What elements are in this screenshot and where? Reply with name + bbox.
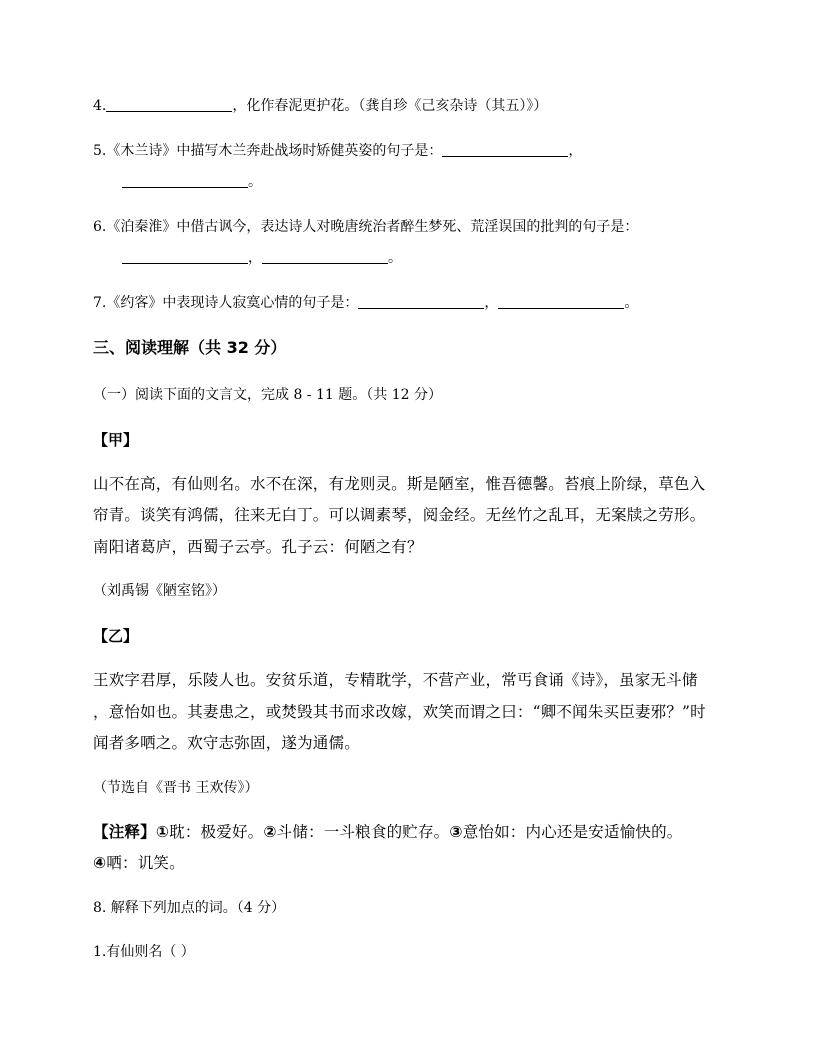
question-4 bbox=[93, 96, 547, 116]
answer-blank[interactable] bbox=[122, 248, 248, 264]
answer-blank[interactable] bbox=[106, 96, 232, 112]
question-5 bbox=[93, 141, 582, 161]
answer-blank[interactable] bbox=[122, 172, 248, 188]
passage-jia-label: 【甲】 bbox=[93, 431, 139, 449]
passage-jia-line: 山不在高，有仙则名。水不在深，有龙则灵。斯是陋室，惟吾德馨。苔痕上阶绿，草色入 bbox=[93, 475, 706, 493]
passage-jia-line: 帘青。谈笑有鸿儒，往来无白丁。可以调素琴，阅金经。无丝竹之乱耳，无案牍之劳形。 bbox=[93, 506, 706, 524]
question-6 bbox=[93, 217, 638, 237]
note-text: 哂：讥笑。 bbox=[106, 854, 185, 872]
passage-yi-line: 王欢字君厚，乐陵人也。安贫乐道，专精耽学，不营产业，常丐食诵《诗》，虽家无斗储 bbox=[93, 671, 698, 689]
question-4-number: 4. bbox=[93, 98, 107, 114]
notes-label: 【注释】 bbox=[93, 823, 156, 841]
passage-jia-line: 南阳诸葛庐，西蜀子云亭。孔子云：何陋之有？ bbox=[93, 538, 423, 556]
question-7-text: 7.《约客》中表现诗人寂寞心情的句子是： bbox=[93, 295, 359, 311]
note-text: 意怡如：内心还是安适愉快的。 bbox=[462, 823, 683, 841]
answer-blank[interactable] bbox=[498, 293, 624, 309]
question-7 bbox=[93, 293, 638, 313]
note-marker: ② bbox=[263, 823, 277, 841]
note-text: 斗储：一斗粮食的贮存。 bbox=[276, 823, 450, 841]
passage-yi-source: （节选自《晋书 王欢传》） bbox=[93, 780, 259, 796]
answer-blank[interactable] bbox=[358, 293, 484, 309]
passage-yi-label: 【乙】 bbox=[93, 627, 139, 645]
punctuation: ， bbox=[568, 143, 583, 159]
question-6-text: 6.《泊秦淮》中借古讽今，表达诗人对晚唐统治者醉生梦死、荒淫误国的批判的句子是： bbox=[93, 219, 639, 235]
notes-line-1 bbox=[93, 822, 683, 842]
passage-yi-line: ，意怡如也。其妻患之，或焚毁其书而求改嫁，欢笑而谓之曰：“卿不闻朱买臣妻邪？”时 bbox=[93, 703, 706, 721]
answer-blank[interactable] bbox=[442, 141, 568, 157]
note-marker: ① bbox=[155, 823, 170, 841]
section-title: 三、阅读理解（共 32 分） bbox=[93, 338, 287, 357]
punctuation: 。 bbox=[388, 250, 402, 266]
note-text: 耽：极爱好。 bbox=[169, 823, 264, 841]
question-8-item-1[interactable]: 1.有仙则名（ ） bbox=[93, 944, 195, 960]
punctuation: ， bbox=[248, 250, 262, 266]
question-8: 8. 解释下列加点的词。（4 分） bbox=[93, 900, 286, 916]
punctuation: ， bbox=[484, 295, 499, 311]
question-6-line2 bbox=[122, 248, 402, 268]
punctuation: 。 bbox=[624, 295, 639, 311]
punctuation: 。 bbox=[248, 174, 262, 190]
passage-yi-line: 闻者多哂之。欢守志弥固，遂为通儒。 bbox=[93, 734, 360, 752]
question-5-line2 bbox=[122, 172, 262, 192]
subsection-instruction: （一）阅读下面的文言文，完成 8 - 11 题。（共 12 分） bbox=[93, 387, 442, 403]
question-4-text: ，化作春泥更护花。（龚自珍《己亥杂诗（其五）》） bbox=[232, 98, 548, 114]
notes-line-2 bbox=[93, 853, 185, 873]
passage-jia-source: （刘禹锡《陋室铭》） bbox=[93, 583, 226, 599]
question-5-text: 5.《木兰诗》中描写木兰奔赴战场时矫健英姿的句子是： bbox=[93, 143, 443, 159]
note-marker: ③ bbox=[449, 823, 463, 841]
note-marker: ④ bbox=[93, 854, 107, 872]
answer-blank[interactable] bbox=[262, 248, 388, 264]
